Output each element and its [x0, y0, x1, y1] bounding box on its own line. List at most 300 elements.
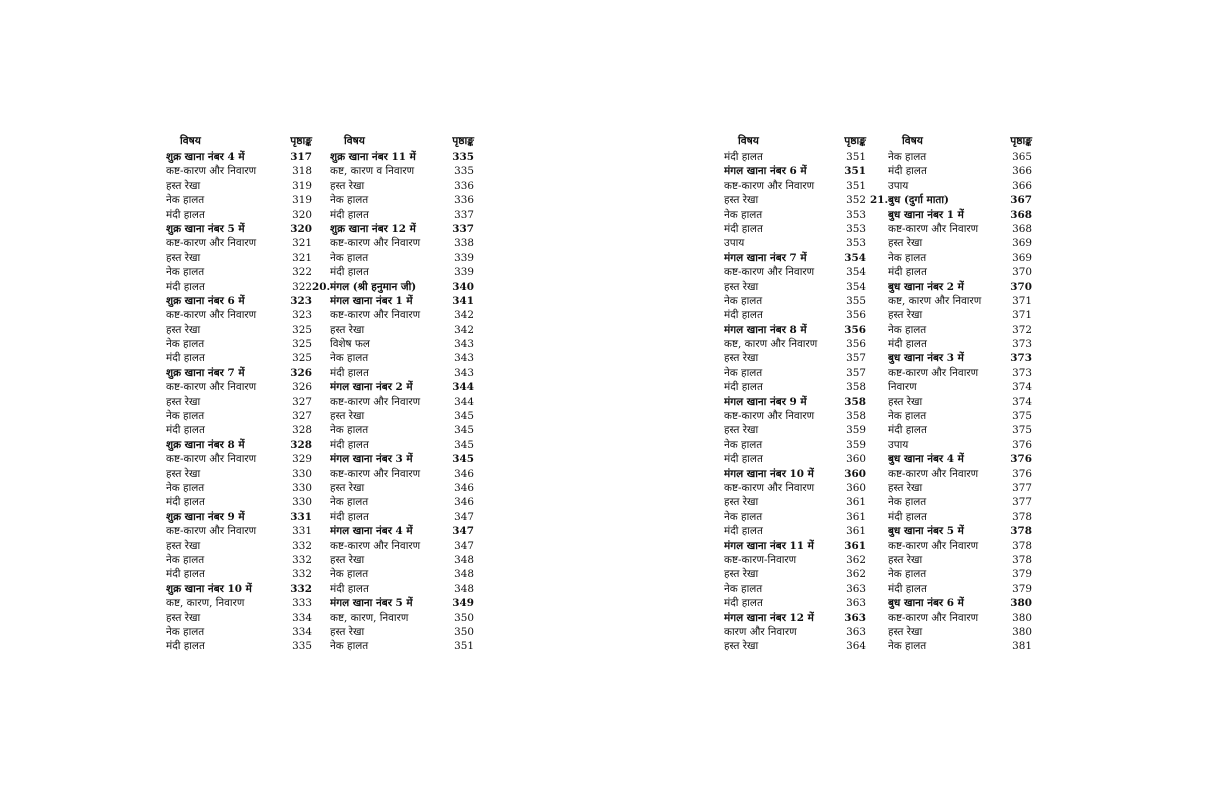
entry-title: विशेष फल — [330, 338, 370, 351]
page-number: 370 — [1012, 266, 1032, 279]
index-heading-row — [870, 193, 1032, 207]
index-column-2 — [312, 133, 474, 654]
page-number: 356 — [844, 323, 866, 336]
entry-title: नेक हालत — [330, 568, 369, 581]
entry-title: कष्ट-कारण और निवारण — [888, 539, 979, 552]
chapter-number — [312, 438, 330, 452]
index-entry-row — [166, 639, 312, 653]
index-entry-row — [724, 596, 866, 610]
index-entry-row — [166, 164, 312, 178]
page-number: 351 — [844, 165, 866, 178]
entry-title: मंगल खाना नंबर 4 में — [330, 525, 413, 538]
index-entry-row — [166, 553, 312, 567]
chapter-number: 21. — [870, 194, 889, 207]
chapter-number — [870, 567, 888, 581]
entry-title: कष्ट-कारण और निवारण — [330, 539, 421, 552]
index-column-4 — [870, 133, 1032, 654]
entry-title: कष्ट-कारण और निवारण — [888, 366, 979, 379]
entry-title: बुध खाना नंबर 4 में — [888, 453, 964, 466]
index-entry-row — [870, 150, 1032, 164]
index-entry-row — [870, 164, 1032, 178]
page-number: 337 — [454, 208, 474, 221]
index-entry-row — [166, 524, 312, 538]
page-number: 374 — [1012, 395, 1032, 408]
index-entry-row — [312, 251, 474, 265]
index-entry-row — [312, 236, 474, 250]
page-number: 371 — [1012, 309, 1032, 322]
index-heading-row — [724, 611, 866, 625]
chapter-number — [870, 495, 888, 509]
entry-title: कष्ट-कारण और निवारण — [888, 611, 979, 624]
page-number: 354 — [846, 280, 866, 293]
entry-title: शुक्र खाना नंबर 8 में — [166, 438, 245, 451]
chapter-number — [870, 308, 888, 322]
index-heading-row — [312, 380, 474, 394]
index-entry-row — [166, 611, 312, 625]
page-number: 319 — [292, 194, 312, 207]
page-number: 379 — [1012, 568, 1032, 581]
subject-heading: विषय — [902, 135, 923, 147]
page-number: 335 — [292, 640, 312, 653]
index-entry-row — [870, 265, 1032, 279]
index-entry-row — [724, 351, 866, 365]
chapter-number — [312, 208, 330, 222]
index-entry-row — [166, 193, 312, 207]
entry-title: हस्त रेखा — [330, 625, 365, 638]
index-rows — [166, 150, 312, 654]
index-entry-row — [870, 625, 1032, 639]
index-entry-row — [166, 208, 312, 222]
index-entry-row — [724, 380, 866, 394]
column-header — [724, 133, 866, 150]
page-number: 366 — [1012, 165, 1032, 178]
entry-title: नेक हालत — [330, 352, 369, 365]
entry-title: कष्ट-कारण और निवारण — [166, 525, 257, 538]
page-number: 342 — [454, 309, 474, 322]
page-number: 325 — [292, 338, 312, 351]
chapter-number — [312, 553, 330, 567]
page-number: 326 — [292, 381, 312, 394]
index-entry-row — [166, 308, 312, 322]
chapter-number — [870, 222, 888, 236]
index-entry-row — [166, 280, 312, 294]
entry-title: मंदी हालत — [888, 510, 927, 523]
page-number: 355 — [846, 294, 866, 307]
chapter-number — [312, 481, 330, 495]
page-heading: पृष्ठाङ्क — [844, 135, 866, 147]
entry-title: बुध खाना नंबर 6 में — [888, 597, 964, 610]
index-heading-row — [166, 294, 312, 308]
page-number: 323 — [290, 294, 312, 307]
index-heading-row — [870, 208, 1032, 222]
entry-title: हस्त रेखा — [888, 395, 923, 408]
index-heading-row — [166, 582, 312, 596]
page-number: 348 — [454, 568, 474, 581]
index-entry-row — [166, 409, 312, 423]
page-number: 333 — [292, 597, 312, 610]
page-number: 339 — [454, 251, 474, 264]
entry-title: शुक्र खाना नंबर 7 में — [166, 366, 245, 379]
page-number: 363 — [846, 582, 866, 595]
entry-title: नेक हालत — [724, 208, 763, 221]
entry-title: कष्ट-कारण और निवारण — [330, 237, 421, 250]
page-number: 344 — [452, 381, 474, 394]
page-number: 364 — [846, 640, 866, 653]
page-number: 367 — [1010, 194, 1032, 207]
index-entry-row — [870, 582, 1032, 596]
page-number: 340 — [452, 280, 474, 293]
page-number: 377 — [1012, 496, 1032, 509]
chapter-number — [312, 179, 330, 193]
entry-title: मंदी हालत — [166, 568, 205, 581]
entry-title: कष्ट-कारण और निवारण — [330, 395, 421, 408]
entry-title: हस्त रेखा — [888, 237, 923, 250]
chapter-number — [870, 553, 888, 567]
index-entry-row — [724, 179, 866, 193]
index-heading-row — [724, 467, 866, 481]
entry-title: कारण और निवारण — [724, 625, 797, 638]
page-number: 380 — [1012, 625, 1032, 638]
page-number: 345 — [454, 438, 474, 451]
page-number: 319 — [292, 179, 312, 192]
entry-title: नेक हालत — [724, 510, 763, 523]
page-number: 344 — [454, 395, 474, 408]
index-entry-row — [312, 193, 474, 207]
entry-title: मंदी हालत — [888, 338, 927, 351]
index-entry-row — [870, 236, 1032, 250]
entry-title: नेक हालत — [724, 294, 763, 307]
chapter-number — [312, 351, 330, 365]
page-number: 350 — [454, 611, 474, 624]
index-entry-row — [724, 236, 866, 250]
page-number: 321 — [292, 237, 312, 250]
page-number: 348 — [454, 553, 474, 566]
page-number: 326 — [290, 366, 312, 379]
page-number: 374 — [1012, 381, 1032, 394]
index-entry-row — [724, 510, 866, 524]
page-number: 378 — [1010, 525, 1032, 538]
index-entry-row — [166, 251, 312, 265]
entry-title: नेक हालत — [724, 366, 763, 379]
chapter-number — [870, 294, 888, 308]
entry-title: हस्त रेखा — [330, 553, 365, 566]
index-heading-row — [166, 366, 312, 380]
page-number: 361 — [846, 525, 866, 538]
page-number: 330 — [292, 496, 312, 509]
page-number: 356 — [846, 309, 866, 322]
page-number: 350 — [454, 625, 474, 638]
entry-title: नेक हालत — [888, 568, 927, 581]
entry-title: नेक हालत — [330, 496, 369, 509]
index-entry-row — [312, 366, 474, 380]
chapter-number — [870, 380, 888, 394]
index-entry-row — [724, 553, 866, 567]
chapter-number — [312, 582, 330, 596]
page-number: 322 — [292, 280, 312, 293]
index-entry-row — [724, 265, 866, 279]
page-number: 332 — [292, 568, 312, 581]
chapter-number — [312, 423, 330, 437]
entry-title: मंदी हालत — [888, 266, 927, 279]
page-number: 357 — [846, 352, 866, 365]
page-number: 352 — [846, 194, 866, 207]
index-entry-row — [724, 438, 866, 452]
page-number: 327 — [292, 395, 312, 408]
page-number: 363 — [844, 611, 866, 624]
index-entry-row — [724, 337, 866, 351]
index-entry-row — [312, 308, 474, 322]
index-entry-row — [870, 294, 1032, 308]
index-entry-row — [870, 510, 1032, 524]
page-number: 361 — [846, 496, 866, 509]
index-heading-row — [724, 251, 866, 265]
index-heading-row — [724, 164, 866, 178]
entry-title: कष्ट-कारण और निवारण — [724, 481, 815, 494]
entry-title: कष्ट, कारण, निवारण — [330, 611, 409, 624]
subject-heading: विषय — [738, 135, 759, 147]
index-heading-row — [724, 395, 866, 409]
entry-title: उपाय — [888, 179, 909, 192]
index-entry-row — [312, 553, 474, 567]
chapter-number — [312, 409, 330, 423]
chapter-number — [312, 366, 330, 380]
index-entry-row — [870, 423, 1032, 437]
entry-title: हस्त रेखा — [724, 568, 759, 581]
index-entry-row — [312, 423, 474, 437]
page-number: 360 — [846, 481, 866, 494]
index-entry-row — [312, 164, 474, 178]
entry-title: कष्ट, कारण और निवारण — [888, 294, 982, 307]
index-entry-row — [870, 323, 1032, 337]
chapter-number — [870, 539, 888, 553]
entry-title: कष्ट-कारण और निवारण — [888, 222, 979, 235]
chapter-number — [870, 481, 888, 495]
page-number: 368 — [1012, 222, 1032, 235]
index-entry-row — [724, 452, 866, 466]
page-number: 335 — [454, 165, 474, 178]
index-entry-row — [312, 467, 474, 481]
index-entry-row — [166, 452, 312, 466]
page-number: 351 — [454, 640, 474, 653]
page-number: 376 — [1012, 438, 1032, 451]
chapter-number — [870, 150, 888, 164]
entry-title: बुध खाना नंबर 1 में — [888, 208, 964, 221]
chapter-number — [312, 265, 330, 279]
index-heading-row — [870, 452, 1032, 466]
index-entry-row — [166, 395, 312, 409]
index-entry-row — [724, 567, 866, 581]
index-entry-row — [312, 323, 474, 337]
entry-title: नेक हालत — [330, 194, 369, 207]
chapter-number — [870, 251, 888, 265]
page-number: 376 — [1012, 467, 1032, 480]
entry-title: कष्ट-कारण और निवारण — [888, 467, 979, 480]
index-entry-row — [724, 208, 866, 222]
page-number: 380 — [1012, 611, 1032, 624]
index-entry-row — [870, 179, 1032, 193]
index-heading-row — [870, 280, 1032, 294]
index-entry-row — [870, 467, 1032, 481]
page-number: 375 — [1012, 424, 1032, 437]
index-entry-row — [870, 611, 1032, 625]
page-number: 354 — [846, 266, 866, 279]
index-heading-row — [724, 323, 866, 337]
entry-title: हस्त रेखा — [166, 179, 201, 192]
page-number: 341 — [452, 294, 474, 307]
entry-title: कष्ट-कारण और निवारण — [166, 237, 257, 250]
index-entry-row — [312, 351, 474, 365]
index-heading-row — [312, 452, 474, 466]
page-number: 378 — [1012, 510, 1032, 523]
index-entry-row — [312, 510, 474, 524]
chapter-number — [870, 611, 888, 625]
chapter-number — [870, 280, 888, 294]
page-number: 345 — [454, 424, 474, 437]
entry-title: कष्ट-कारण और निवारण — [166, 309, 257, 322]
page-number: 323 — [292, 309, 312, 322]
entry-title: हस्त रेखा — [166, 467, 201, 480]
index-heading-row — [870, 596, 1032, 610]
page-number: 356 — [846, 338, 866, 351]
entry-title: बुध (दुर्गा माता) — [888, 194, 949, 207]
entry-title: हस्त रेखा — [330, 179, 365, 192]
index-heading-row — [166, 510, 312, 524]
page-number: 343 — [454, 338, 474, 351]
entry-title: मंगल खाना नंबर 10 में — [724, 467, 814, 480]
chapter-number — [870, 510, 888, 524]
entry-title: नेक हालत — [330, 251, 369, 264]
entry-title: नेक हालत — [166, 625, 205, 638]
chapter-number — [312, 452, 330, 466]
chapter-number — [312, 308, 330, 322]
entry-title: मंगल खाना नंबर 11 में — [724, 539, 814, 552]
index-entry-row — [312, 265, 474, 279]
index-entry-row — [166, 423, 312, 437]
entry-title: मंदी हालत — [166, 496, 205, 509]
index-heading-row — [166, 150, 312, 164]
chapter-number — [312, 625, 330, 639]
chapter-number — [312, 251, 330, 265]
index-rows — [870, 150, 1032, 654]
index-column-1 — [166, 133, 312, 654]
index-entry-row — [870, 567, 1032, 581]
index-entry-row — [312, 337, 474, 351]
index-entry-row — [312, 481, 474, 495]
entry-title: मंदी हालत — [330, 208, 369, 221]
entry-title: हस्त रेखा — [330, 323, 365, 336]
index-entry-row — [870, 438, 1032, 452]
page-number: 378 — [1012, 553, 1032, 566]
chapter-number — [870, 323, 888, 337]
page-number: 380 — [1010, 597, 1032, 610]
entry-title: नेक हालत — [330, 424, 369, 437]
page-number: 359 — [846, 438, 866, 451]
page-number: 359 — [846, 424, 866, 437]
entry-title: उपाय — [724, 237, 745, 250]
entry-title: मंगल खाना नंबर 8 में — [724, 323, 807, 336]
entry-title: मंगल खाना नंबर 6 में — [724, 165, 807, 178]
index-entry-row — [312, 495, 474, 509]
page-number: 358 — [846, 410, 866, 423]
page-number: 378 — [1012, 539, 1032, 552]
chapter-number — [312, 337, 330, 351]
index-entry-row — [724, 625, 866, 639]
chapter-number — [870, 236, 888, 250]
index-heading-row — [166, 222, 312, 236]
page-number: 325 — [292, 352, 312, 365]
page-heading: पृष्ठाङ्क — [1010, 135, 1032, 147]
index-entry-row — [724, 423, 866, 437]
entry-title: हस्त रेखा — [724, 424, 759, 437]
page-number: 328 — [290, 438, 312, 451]
chapter-number — [312, 380, 330, 394]
entry-title: मंदी हालत — [166, 640, 205, 653]
page-number: 325 — [292, 323, 312, 336]
entry-title: मंदी हालत — [330, 438, 369, 451]
page-number: 351 — [846, 179, 866, 192]
entry-title: हस्त रेखा — [888, 481, 923, 494]
page-number: 336 — [454, 179, 474, 192]
subject-heading: विषय — [180, 135, 201, 147]
index-entry-row — [312, 582, 474, 596]
entry-title: कष्ट-कारण और निवारण — [724, 410, 815, 423]
entry-title: हस्त रेखा — [166, 395, 201, 408]
entry-title: मंगल खाना नंबर 12 में — [724, 611, 814, 624]
page-number: 360 — [846, 453, 866, 466]
entry-title: शुक्र खाना नंबर 6 में — [166, 294, 245, 307]
entry-title: हस्त रेखा — [724, 194, 759, 207]
entry-title: कष्ट-कारण और निवारण — [166, 453, 257, 466]
chapter-number — [870, 395, 888, 409]
page-number: 362 — [846, 568, 866, 581]
entry-title: शुक्र खाना नंबर 11 में — [330, 151, 416, 163]
index-entry-row — [312, 395, 474, 409]
page-number: 343 — [454, 366, 474, 379]
page-number: 336 — [454, 194, 474, 207]
page-number: 348 — [454, 582, 474, 595]
entry-title: उपाय — [888, 438, 909, 451]
page-number: 334 — [292, 625, 312, 638]
entry-title: कष्ट, कारण, निवारण — [166, 597, 245, 610]
entry-title: कष्ट-कारण और निवारण — [724, 179, 815, 192]
entry-title: मंदी हालत — [724, 597, 763, 610]
index-entry-row — [870, 337, 1032, 351]
chapter-number — [870, 625, 888, 639]
entry-title: मंगल खाना नंबर 9 में — [724, 395, 807, 408]
entry-title: नेक हालत — [888, 410, 927, 423]
chapter-number — [312, 164, 330, 178]
entry-title: मंगल खाना नंबर 3 में — [330, 453, 413, 466]
index-entry-row — [870, 222, 1032, 236]
page-number: 328 — [292, 424, 312, 437]
chapter-number — [870, 208, 888, 222]
index-heading-row — [312, 222, 474, 236]
page-number: 353 — [846, 222, 866, 235]
chapter-number — [312, 150, 330, 164]
index-entry-row — [166, 337, 312, 351]
index-entry-row — [724, 294, 866, 308]
page-number: 381 — [1012, 640, 1032, 653]
entry-title: हस्त रेखा — [166, 251, 201, 264]
index-entry-row — [724, 495, 866, 509]
entry-title: कष्ट-कारण और निवारण — [330, 467, 421, 480]
index-entry-row — [870, 380, 1032, 394]
entry-title: मंगल खाना नंबर 7 में — [724, 251, 807, 264]
chapter-number — [870, 265, 888, 279]
page-number: 358 — [844, 395, 866, 408]
entry-title: मंदी हालत — [724, 151, 763, 163]
entry-title: हस्त रेखा — [888, 553, 923, 566]
